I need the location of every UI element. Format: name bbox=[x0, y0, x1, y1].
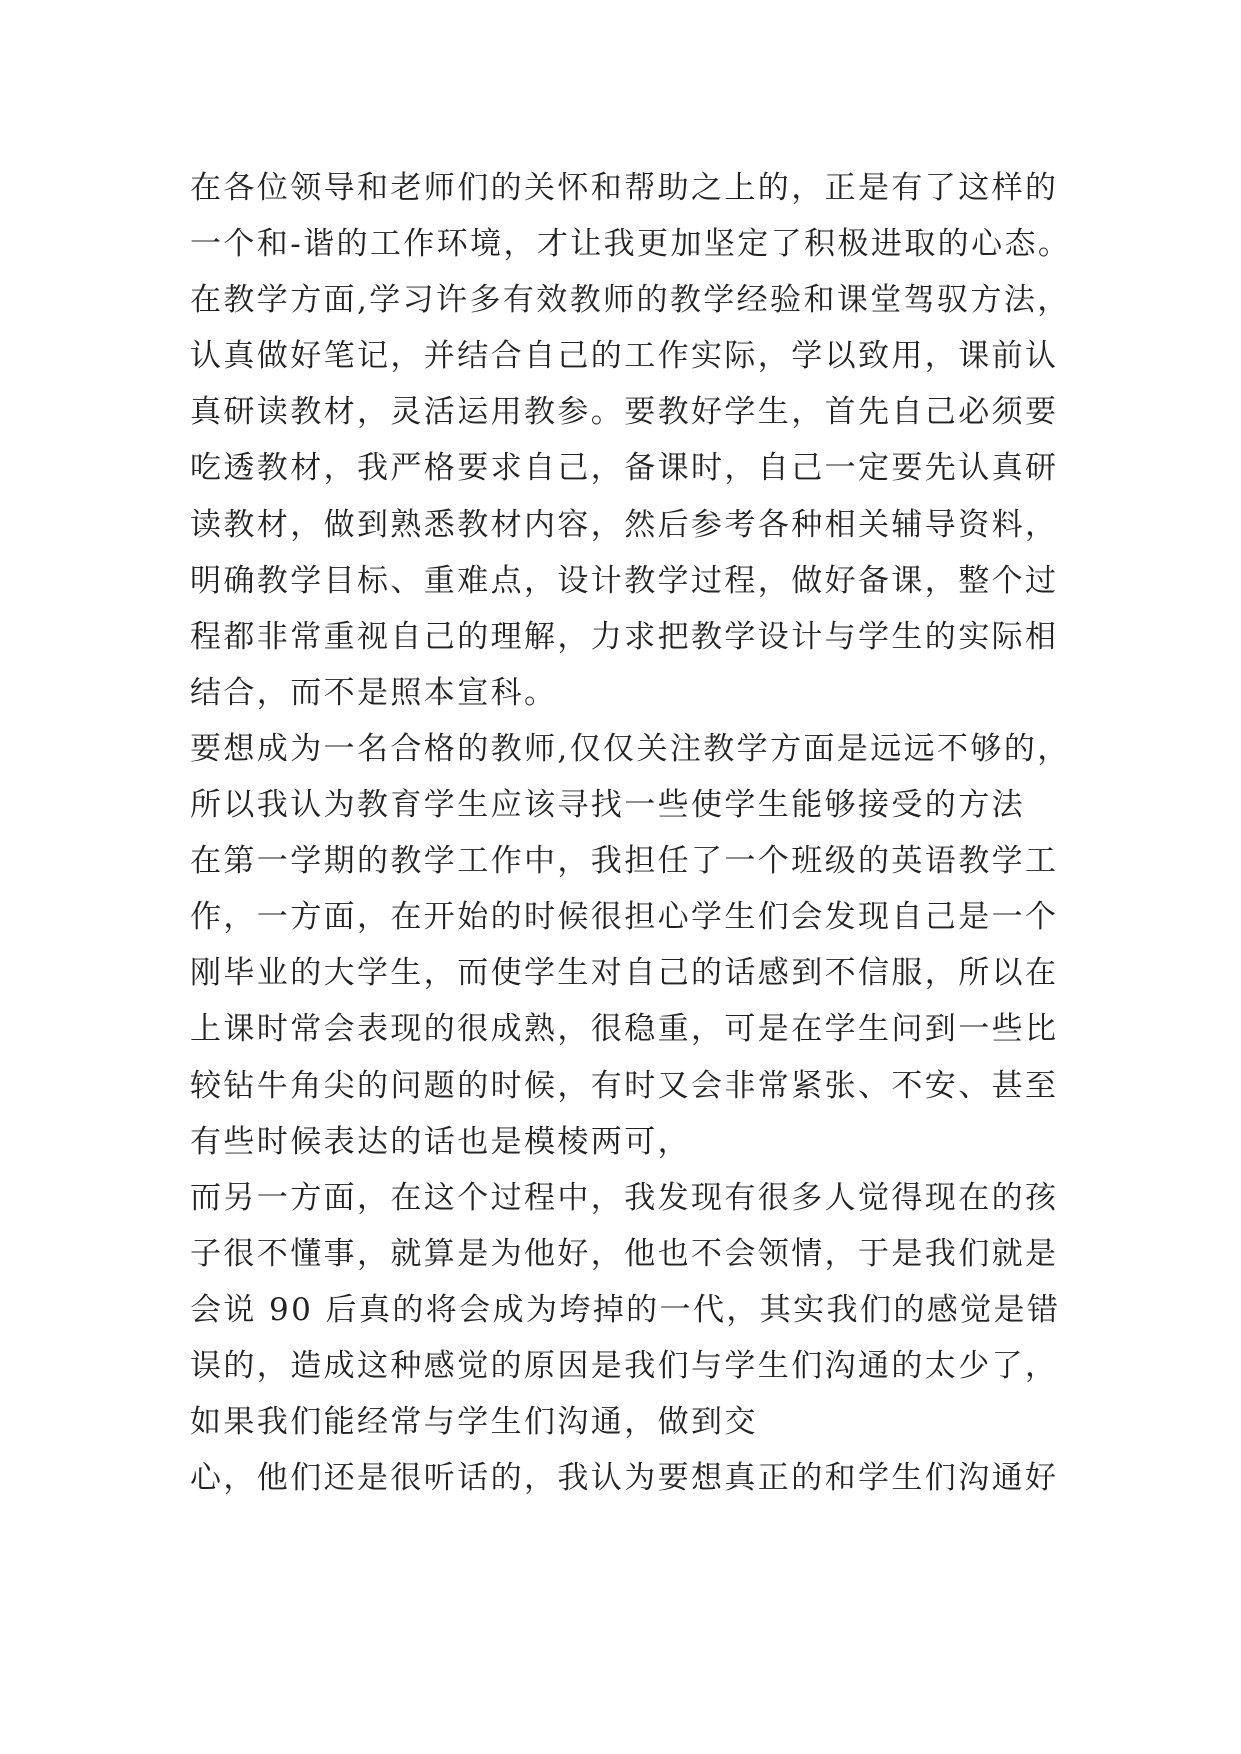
text-line: 所以我认为教育学生应该寻找一些使学生能够接受的方法 bbox=[190, 787, 1025, 824]
text-line: 真研读教材，灵活运用教参。要教好学生，首先自己必须要 bbox=[190, 394, 1059, 431]
text-line: 一个和-谐的工作环境，才让我更加坚定了积极进取的心态。 bbox=[190, 226, 1072, 263]
text-line: 明确教学目标、重难点，设计教学过程，做好备课，整个过 bbox=[190, 562, 1059, 599]
text-line: 上课时常会表现的很成熟，很稳重，可是在学生问到一些比 bbox=[190, 1011, 1059, 1048]
text-line: 误的，造成这种感觉的原因是我们与学生们沟通的太少了， bbox=[190, 1347, 1059, 1384]
text-line: 在各位领导和老师们的关怀和帮助之上的，正是有了这样的 bbox=[190, 170, 1059, 206]
text-line: 子很不懂事，就算是为他好，他也不会领情，于是我们就是 bbox=[190, 1235, 1059, 1272]
text-line: 而另一方面，在这个过程中，我发现有很多人觉得现在的孩 bbox=[190, 1179, 1059, 1216]
text-line: 在第一学期的教学工作中，我担任了一个班级的英语教学工 bbox=[190, 843, 1059, 880]
text-line: 认真做好笔记，并结合自己的工作实际，学以致用，课前认 bbox=[190, 338, 1059, 375]
text-line: 较钻牛角尖的问题的时候，有时又会非常紧张、不安、甚至 bbox=[190, 1067, 1059, 1104]
text-line: 有些时候表达的话也是模棱两可， bbox=[190, 1123, 691, 1160]
text-line: 在教学方面,学习许多有效教师的教学经验和课堂驾驭方法， bbox=[190, 282, 1071, 319]
body-text bbox=[190, 160, 1090, 1506]
text-line: 心，他们还是很听话的，我认为要想真正的和学生们沟通好 bbox=[190, 1460, 1059, 1497]
text-line: 如果我们能经常与学生们沟通，做到交 bbox=[190, 1404, 758, 1441]
text-line: 吃透教材，我严格要求自己，备课时，自己一定要先认真研 bbox=[190, 450, 1059, 487]
text-line: 读教材，做到熟悉教材内容，然后参考各种相关辅导资料， bbox=[190, 506, 1059, 543]
text-line: 作，一方面，在开始的时候很担心学生们会发现自己是一个 bbox=[190, 899, 1059, 936]
text-line: 刚毕业的大学生，而使学生对自己的话感到不信服，所以在 bbox=[190, 955, 1059, 992]
text-line: 结合，而不是照本宣科。 bbox=[190, 674, 558, 711]
text-line: 要想成为一名合格的教师,仅仅关注教学方面是远远不够的， bbox=[190, 730, 1071, 767]
text-line: 会说 90 后真的将会成为垮掉的一代，其实我们的感觉是错 bbox=[190, 1291, 1061, 1328]
text-line: 程都非常重视自己的理解，力求把教学设计与学生的实际相 bbox=[190, 618, 1059, 655]
